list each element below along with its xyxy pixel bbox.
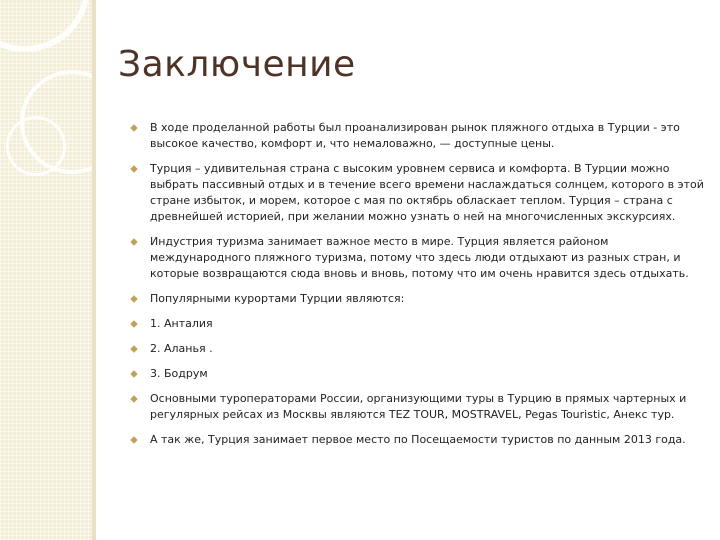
diamond-bullet-icon — [130, 320, 138, 328]
slide-title: Заключение — [118, 44, 356, 85]
diamond-bullet-icon — [130, 124, 138, 132]
bullet-text: Основными туроператорами России, организующими туры в Турцию в прямых чартерных и регулярных рейсах из Москвы являются TEZ TOUR, MOSTRAVEL, Pegas Touristic, Анекс тур. — [150, 392, 687, 421]
bullet-item — [132, 161, 704, 225]
diamond-bullet-icon — [130, 295, 138, 303]
bullet-text: Индустрия туризма занимает важное место в мире. Турция является районом международного пляжного туризма, потому что здесь люди отдыхают из разных стран, и которые возвращаются сюда вновь и вновь, потому что им очень нравится здесь отдыхать. — [150, 235, 689, 280]
diamond-bullet-icon — [130, 395, 138, 403]
bullet-item — [132, 316, 704, 332]
decorative-circle — [0, 0, 90, 52]
bullet-text: Популярными курортами Турции являются: — [150, 292, 405, 305]
diamond-bullet-icon — [130, 370, 138, 378]
diamond-bullet-icon — [130, 238, 138, 246]
bullet-text: 1. Анталия — [150, 317, 213, 330]
bullet-item — [132, 432, 704, 448]
decorative-side-band — [0, 0, 96, 540]
bullet-item — [132, 366, 704, 382]
diamond-bullet-icon — [130, 345, 138, 353]
diamond-bullet-icon — [130, 165, 138, 173]
bullet-list — [132, 120, 704, 457]
bullet-text: Турция – удивительная страна с высоким уровнем сервиса и комфорта. В Турции можно выбрать пассивный отдых и в течение всего времени наслаждаться солнцем, которого в этой стране избыток, и морем, которое с мая по октябрь обласкает теплом. Турция – страна с древнейшей историей, при желании можно узнать о ней на многочисленных экскурсиях. — [150, 162, 704, 223]
bullet-item — [132, 234, 704, 282]
bullet-item — [132, 391, 704, 423]
bullet-text: А так же, Турция занимает первое место по Посещаемости туристов по данным 2013 года. — [150, 433, 686, 446]
band-edge — [92, 0, 96, 540]
bullet-text: В ходе проделанной работы был проанализирован рынок пляжного отдыха в Турции - это высокое качество, комфорт и, что немаловажно, — доступные цены. — [150, 121, 680, 150]
bullet-text: 2. Аланья . — [150, 342, 213, 355]
diamond-bullet-icon — [130, 436, 138, 444]
bullet-text: 3. Бодрум — [150, 367, 208, 380]
bullet-item — [132, 120, 704, 152]
bullet-item — [132, 341, 704, 357]
bullet-item — [132, 291, 704, 307]
decorative-circle — [6, 116, 66, 176]
